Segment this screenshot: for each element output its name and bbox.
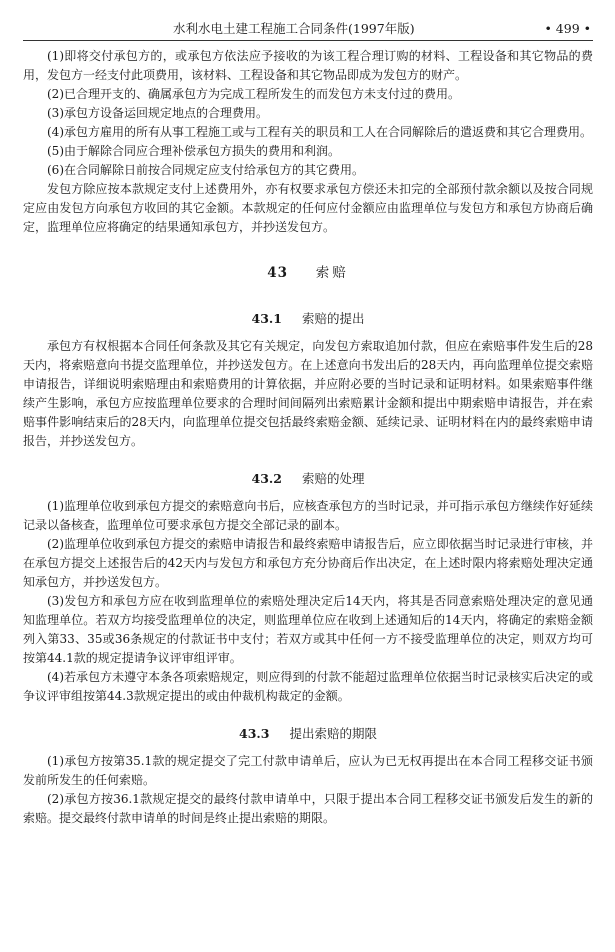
paragraph: (1)监理单位收到承包方提交的索赔意向书后，应核查承包方的当时记录，并可指示承包方继续作好延续记录以备核查，监理单位可要求承包方提交全部记录的副本。: [23, 499, 593, 532]
section-number: 43.1: [251, 311, 282, 326]
paragraph: (3)发包方和承包方应在收到监理单位的索赔处理决定后14天内，将其是否同意索赔处理决定的意见通知监理单位。若双方均接受监理单位的决定，则监理单位应在收到上述通知后的14天内，将确定的索赔金额列入第33、35或36条规定的付款证书中支付；若双方或其中任何一方不接受监理单位的决定，则双方均可按第44.1款的规定提请争议评审组评审。: [23, 594, 594, 665]
section-number: 43.3: [239, 726, 270, 741]
paragraph: (6)在合同解除日前按合同规定应支付给承包方的其它费用。: [47, 163, 365, 177]
chapter-title: 索赔: [315, 265, 349, 281]
section-title: 索赔的提出: [301, 311, 365, 326]
page-number: • 499 •: [544, 21, 591, 36]
paragraph: 承包方有权根据本合同任何条款及其它有关规定，向发包方索取追加付款，但应在索赔事件发生后的28天内，将索赔意向书提交监理单位，并抄送发包方。在上述意向书发出后的28天内，再向监理单位提交索赔申请报告，详细说明索赔理由和索赔费用的计算依据，并应附必要的当时记录和证明材料。如果索赔事件继续产生影响，承包方应按监理单位要求的合理时间间隔列出索赔累计金额和提出中期索赔申请报告，并在索赔事件影响结束后的28天内，向监理单位提交包括最终索赔金额、延续记录、证明材料在内的最终索赔申请报告，并抄送发包方。: [23, 339, 593, 448]
paragraph: (4)若承包方未遵守本条各项索赔规定，则应得到的付款不能超过监理单位依据当时记录核实后决定的或争议评审组按第44.3款规定提出的或由仲裁机构裁定的金额。: [23, 670, 593, 703]
running-header: [23, 18, 593, 41]
paragraph: 发包方除应按本款规定支付上述费用外，亦有权要求承包方偿还未扣完的全部预付款余额以及按合同规定应由发包方向承包方收回的其它金额。本款规定的任何应付金额应由监理单位与发包方和承包方协商后确定，监理单位应将确定的结果通知承包方，并抄送发包方。: [23, 182, 593, 234]
paragraph: (1)即将交付承包方的，或承包方依法应予接收的为该工程合理订购的材料、工程设备和其它物品的费用，发包方一经支付此项费用，该材料、工程设备和其它物品即成为发包方的财产。: [23, 49, 593, 82]
section-heading: [23, 724, 593, 742]
paragraph: (2)承包方按36.1款规定提交的最终付款申请单中，只限于提出本合同工程移交证书颁发后发生的新的索赔。提交最终付款申请单的时间是终止提出索赔的期限。: [23, 792, 593, 825]
paragraph: (1)承包方按第35.1款的规定提交了完工付款申请单后，应认为已无权再提出在本合同工程移交证书颁发前所发生的任何索赔。: [23, 754, 593, 787]
section-title: 索赔的处理: [301, 471, 365, 486]
paragraph: (2)已合理开支的、确属承包方为完成工程所发生的而发包方未支付过的费用。: [47, 87, 461, 101]
paragraph: (3)承包方设备运回规定地点的合理费用。: [47, 106, 268, 120]
paragraph: (5)由于解除合同应合理补偿承包方损失的费用和利润。: [47, 144, 341, 158]
section-heading: [23, 469, 593, 487]
chapter-number: 43: [267, 265, 289, 281]
section-title: 提出索赔的期限: [289, 726, 377, 741]
header-title: 水利水电土建工程施工合同条件(1997年版): [173, 21, 415, 36]
chapter-heading: [23, 261, 593, 281]
intro-block: [23, 47, 593, 237]
section-heading: [23, 309, 593, 327]
section-number: 43.2: [251, 471, 282, 486]
paragraph: (4)承包方雇用的所有从事工程施工或与工程有关的职员和工人在合同解除后的遣返费和其它合理费用。: [47, 125, 593, 139]
paragraph: (2)监理单位收到承包方提交的索赔申请报告和最终索赔申请报告后，应立即依据当时记录进行审核，并在承包方提交上述报告后的42天内与发包方和承包方充分协商后作出决定，在上述时限内将索赔处理决定通知承包方，并抄送发包方。: [23, 537, 593, 589]
